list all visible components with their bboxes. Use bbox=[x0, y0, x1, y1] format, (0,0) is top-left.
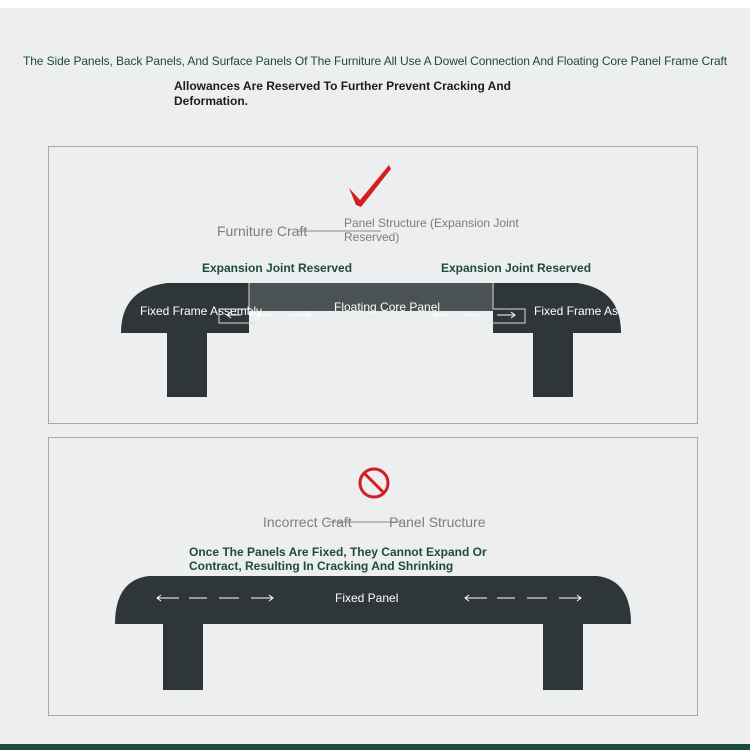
correct-craft-illustration bbox=[49, 147, 697, 423]
subheadline: Allowances Are Reserved To Further Prevent Cracking And Deformation. bbox=[174, 79, 511, 108]
correct-craft-panel bbox=[48, 146, 698, 424]
right-leg bbox=[533, 331, 573, 397]
headline: The Side Panels, Back Panels, And Surface Panels Of The Furniture All Use A Dowel Connection And Floating Core Panel Frame Craft bbox=[22, 54, 728, 68]
incorrect-craft-illustration bbox=[49, 438, 697, 715]
incorrect-craft-panel bbox=[48, 437, 698, 716]
frame-label-right: Fixed Frame As bbox=[534, 304, 619, 318]
craft-label: Furniture Craft bbox=[217, 223, 308, 239]
frame-label-left: Fixed Frame Assembly bbox=[140, 304, 263, 318]
left-leg bbox=[167, 331, 207, 397]
joint-label-right: Expansion Joint Reserved bbox=[441, 261, 592, 275]
top-band bbox=[0, 0, 750, 8]
structure-label: Panel Structure bbox=[389, 514, 486, 530]
craft-label: Incorrect Craft bbox=[263, 514, 352, 530]
fixed-panel-label: Fixed Panel bbox=[335, 591, 399, 605]
fixed-warning-note: Once The Panels Are Fixed, They Cannot Expand Or Contract, Resulting In Cracking And Shrinking bbox=[189, 545, 487, 573]
structure-label: Panel Structure (Expansion Joint Reserved) bbox=[344, 216, 519, 244]
prohibited-icon bbox=[360, 469, 388, 497]
left-leg bbox=[163, 622, 203, 690]
checkmark-icon bbox=[349, 165, 391, 207]
joint-label-left: Expansion Joint Reserved bbox=[202, 261, 353, 275]
right-leg bbox=[543, 622, 583, 690]
bottom-band bbox=[0, 744, 750, 750]
core-panel-label: Floating Core Panel bbox=[334, 300, 441, 314]
